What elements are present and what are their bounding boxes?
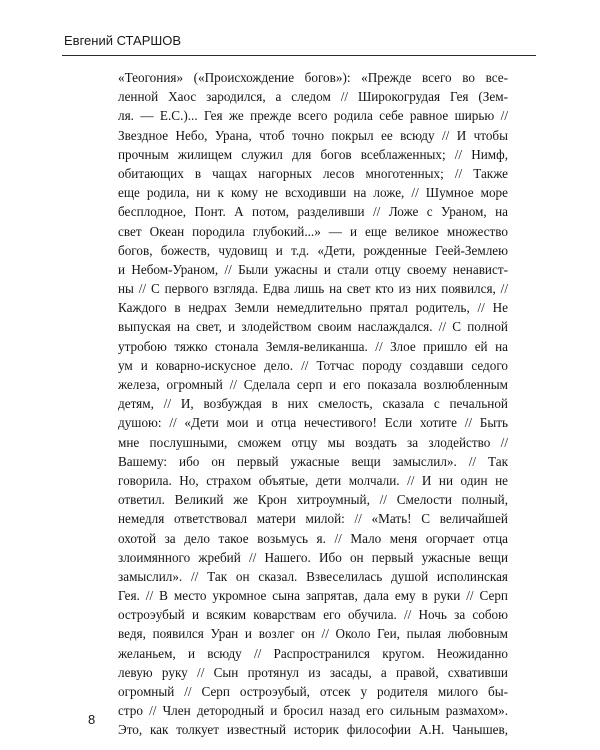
text-line: ны // С первого взгляда. Едва лишь на свет кто из них появился, // bbox=[118, 281, 508, 297]
text-line: ум и коварно-искусное дело. // Тотчас породу создавши седого bbox=[118, 357, 508, 373]
text-line: говорила. Но, страхом объятые, дети молчали. // И ни один не bbox=[118, 472, 508, 488]
text-line: злоимянного жребий // Нашего. Ибо он первый ужасные вещи bbox=[118, 549, 508, 565]
text-line: левую руку // Сын протянул из засады, а правой, схвативши bbox=[118, 664, 508, 680]
text-line: Вашему: ибо он первый ужасные вещи замыслил». // Так bbox=[118, 453, 508, 469]
text-line: немедля ответствовал матери милой: // «Мать! С величайшей bbox=[118, 511, 508, 527]
header-rule bbox=[62, 55, 536, 56]
text-line: Это, как толкует известный историк философии А.Н. Чанышев, bbox=[118, 722, 508, 738]
page-number: 8 bbox=[88, 712, 96, 727]
text-line: охотой за дело такое возьмусь я. // Мало меня огорчает отца bbox=[118, 530, 508, 546]
text-line: ответил. Великий же Крон хитроумный, // Смелости полный, bbox=[118, 492, 508, 508]
text-line: Гея. // В место укромное сына запрятав, дала ему в руки // Серп bbox=[118, 588, 508, 604]
text-line: ля. — Е.С.)... Гея же прежде всего родила себе равное ширью // bbox=[118, 108, 508, 124]
text-line: остроэубый и всяким коварствам его обучила. // Ночь за собою bbox=[118, 607, 508, 623]
text-line: утробою тяжко стонала Земля-великанша. // Злое пришло ей на bbox=[118, 338, 508, 354]
text-line: прочным жилищем служил для богов всеблаженных; // Нимф, bbox=[118, 146, 508, 162]
text-line: душою: // «Дети мои и отца нечестивого! Если хотите // Быть bbox=[118, 415, 508, 431]
body-text bbox=[118, 68, 508, 740]
text-line: еще родила, ни к кому не всходивши на ложе, // Шумное море bbox=[118, 185, 508, 201]
text-line: огромный // Серп остроэубый, отсек у родителя милого бы- bbox=[118, 684, 508, 699]
text-line: «Теогония» («Происхождение богов»): «Прежде всего во все- bbox=[118, 70, 508, 85]
text-line: Каждого в недрах Земли немедлительно прятал родитель, // Не bbox=[118, 300, 508, 316]
text-line: богов, божеств, чудовищ и т.д. «Дети, рожденные Геей-Землею bbox=[118, 242, 508, 258]
text-line: бесплодное, Понт. А потом, разделивши // Ложе с Ураном, на bbox=[118, 204, 508, 220]
text-line: желаньем, и всюду // Распространился кругом. Неожиданно bbox=[118, 645, 508, 661]
text-line: обитающих в чащах нагорных лесов многотенных; // Также bbox=[118, 165, 508, 181]
text-line: стро // Член детородный и бросил назад его сильным размахом». bbox=[118, 703, 508, 719]
text-line: мне послушными, сможем отцу мы воздать за злодейство // bbox=[118, 434, 508, 450]
text-line: ведя, появился Уран и возлег он // Около Геи, пылая любовным bbox=[118, 626, 508, 642]
text-line: и Небом-Ураном, // Были ужасны и стали отцу своему ненавист- bbox=[118, 261, 508, 277]
text-line: ленной Хаос зародился, а следом // Широкогрудая Гея (Зем- bbox=[118, 89, 508, 105]
text-line: детям, // И, возбуждая в них смелость, сказала с печальной bbox=[118, 396, 508, 412]
text-line: свет Океан породила глубокий...» — и еще великое множество bbox=[118, 223, 508, 239]
text-line: замыслил». // Так он сказал. Взвеселилась душой исполинская bbox=[118, 568, 508, 584]
text-line: выпуская на свет, и злодейством своим наслаждался. // С полной bbox=[118, 319, 508, 335]
text-line: железа, огромный // Сделала серп и его показала возлюбленным bbox=[118, 377, 508, 392]
running-head: Евгений СТАРШОВ bbox=[64, 33, 182, 48]
text-line: Звездное Небо, Урана, чтоб точно покрыл ее всюду // И чтобы bbox=[118, 127, 508, 143]
